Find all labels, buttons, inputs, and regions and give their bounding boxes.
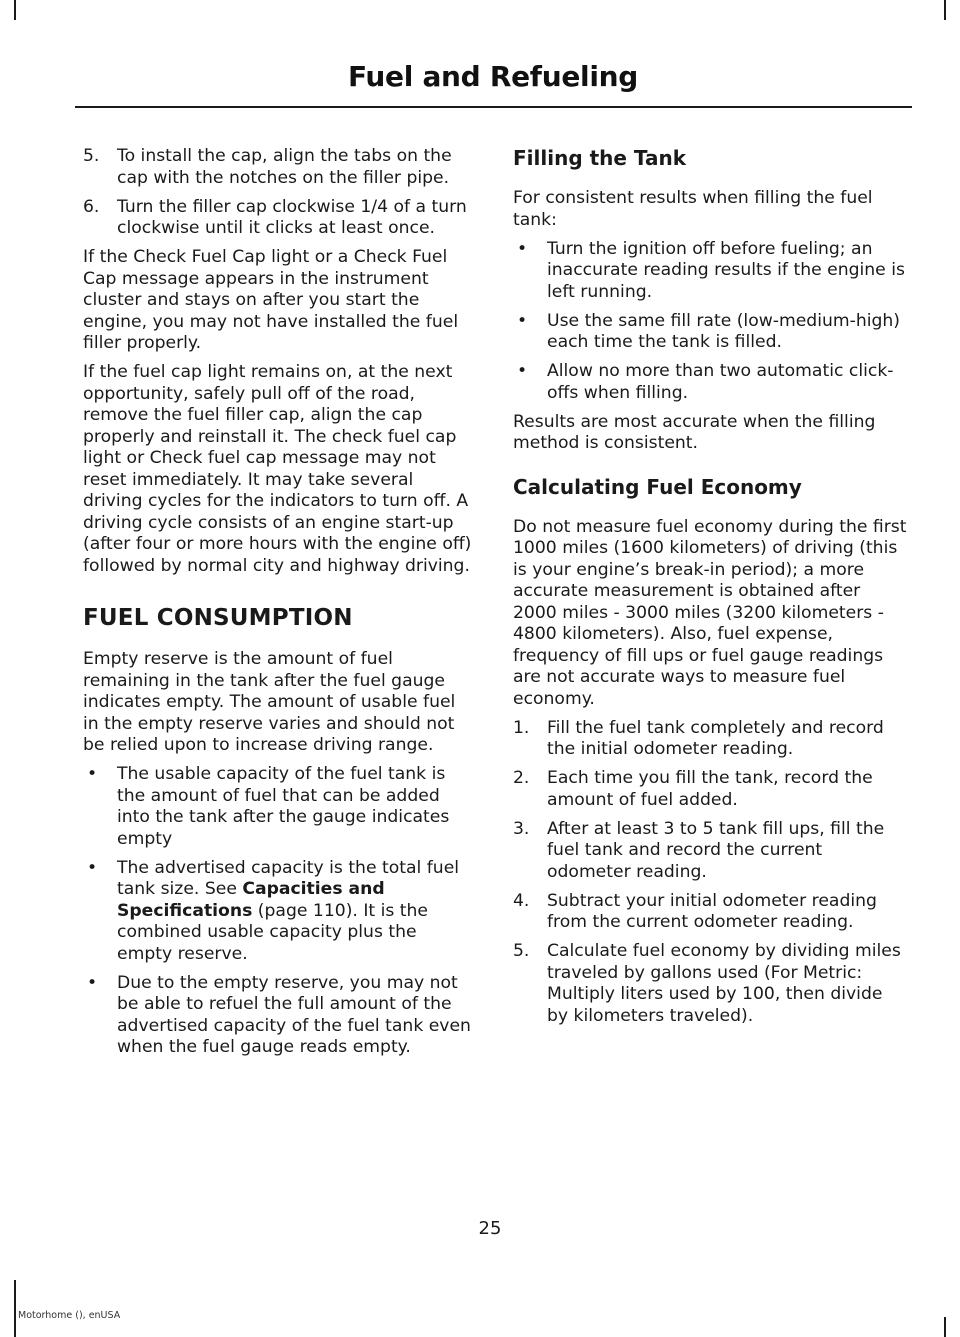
step-text: Turn the filler cap clockwise 1/4 of a turn clockwise until it clicks at least once. xyxy=(117,196,467,238)
page-reference: (page 110). xyxy=(252,900,364,921)
crop-mark-top-left xyxy=(14,0,16,20)
step-number: 3. xyxy=(513,818,530,839)
list-item xyxy=(513,941,907,1027)
paragraph-fuel-cap-light: If the fuel cap light remains on, at the next opportunity, safely pull off of the road, remove the fuel filler cap, align the cap properly and reinstall it. The check fuel cap light or Check fuel cap message may not reset immediately. It may take several driving cycles for the indicators to turn off. A driving cycle consists of an engine start-up (after four or more hours with the engine off) followed by normal city and highway driving. xyxy=(83,362,472,576)
step-text: Subtract your initial odometer reading from the current odometer reading. xyxy=(547,890,877,932)
bullet-icon: • xyxy=(517,238,528,259)
calc-steps xyxy=(513,718,907,1028)
step-number: 2. xyxy=(513,768,530,788)
bullet-icon: • xyxy=(87,857,98,878)
paragraph-filling-intro: For consistent results when filling the fuel tank: xyxy=(513,188,873,230)
step-text: After at least 3 to 5 tank fill ups, fill the fuel tank and record the current odometer reading. xyxy=(547,818,885,882)
list-item xyxy=(513,718,907,761)
paragraph-check-fuel-cap: If the Check Fuel Cap light or a Check Fuel Cap message appears in the instrument cluster and stays on after you start the engine, you may not have installed the fuel filler properly. xyxy=(83,247,459,353)
paragraph-empty-reserve: Empty reserve is the amount of fuel remaining in the tank after the fuel gauge indicates empty. The amount of usable fuel in the empty reserve varies and should not be relied upon to increase driving range. xyxy=(83,649,456,755)
bullet-text: Allow no more than two automatic click-offs when filling. xyxy=(547,361,894,403)
section-heading-fuel-consumption: FUEL CONSUMPTION xyxy=(83,605,353,631)
list-item xyxy=(83,858,475,966)
bullet-text-post: It is the combined usable capacity plus the empty reserve. xyxy=(117,900,428,964)
step-number: 6. xyxy=(83,196,100,217)
list-item xyxy=(83,973,475,1059)
step-number: 4. xyxy=(513,890,530,911)
list-item xyxy=(513,239,907,304)
paragraph-filling-outro: Results are most accurate when the filling method is consistent. xyxy=(513,411,876,453)
header-rule xyxy=(75,106,912,108)
bullet-text: Due to the empty reserve, you may not be able to refuel the full amount of the advertised capacity of the fuel tank even when the fuel gauge reads empty. xyxy=(117,972,471,1057)
crop-mark-top-right xyxy=(944,0,946,20)
list-item xyxy=(513,311,907,354)
bullet-icon: • xyxy=(87,764,98,784)
paragraph-calc-intro: Do not measure fuel economy during the first 1000 miles (1600 kilometers) of driving (this is your engine’s break-in period); a more accurate measurement is obtained after 2000 miles - 3000 miles (3200 kilometers - 4800 kilometers). Also, fuel expense, frequency of fill ups or fuel gauge readings are not accurate ways to measure fuel economy. xyxy=(513,516,907,709)
step-number: 1. xyxy=(513,717,530,738)
right-column xyxy=(513,146,907,1035)
subheading-filling-the-tank: Filling the Tank xyxy=(513,146,687,170)
bullet-icon: • xyxy=(517,310,528,331)
step-text: Each time you fill the tank, record the amount of fuel added. xyxy=(547,768,873,810)
step-text: Fill the fuel tank completely and record the initial odometer reading. xyxy=(547,717,884,759)
list-item xyxy=(513,891,907,934)
bullet-text: Turn the ignition off before fueling; an inaccurate reading results if the engine is left running. xyxy=(547,238,905,302)
list-item xyxy=(513,819,907,884)
step-number: 5. xyxy=(83,146,100,166)
bullet-text: The usable capacity of the fuel tank is the amount of fuel that can be added into the tank after the gauge indicates empty xyxy=(117,764,450,849)
step-text: Calculate fuel economy by dividing miles traveled by gallons used (For Metric: Multiply liters used by 100, then divide by kilometers traveled). xyxy=(547,941,901,1026)
capacities-specifications-link[interactable]: Capacities and Specifications xyxy=(117,879,385,921)
bullet-text: Use the same fill rate (low-medium-high) each time the tank is filled. xyxy=(547,310,900,352)
empty-reserve-bullets xyxy=(83,764,475,1059)
bullet-icon: • xyxy=(87,972,98,993)
footer-document-id: Motorhome (), enUSA xyxy=(18,1310,121,1321)
list-item xyxy=(83,764,475,850)
list-item xyxy=(83,197,475,240)
list-item xyxy=(513,361,907,404)
cap-install-steps xyxy=(83,146,475,240)
filling-bullets xyxy=(513,239,907,405)
bullet-icon: • xyxy=(517,361,528,381)
page-header-title: Fuel and Refueling xyxy=(347,60,638,93)
crop-mark-bottom-left xyxy=(14,1280,16,1337)
list-item xyxy=(83,146,475,189)
page-number: 25 xyxy=(478,1218,502,1239)
crop-mark-bottom-right xyxy=(944,1317,946,1337)
step-number: 5. xyxy=(513,941,530,961)
subheading-calculating-fuel-economy: Calculating Fuel Economy xyxy=(513,474,802,499)
bullet-text-pre: The advertised capacity is the total fuel tank size. See xyxy=(117,857,460,899)
left-column xyxy=(83,146,475,1066)
step-text: To install the cap, align the tabs on the cap with the notches on the filler pipe. xyxy=(117,146,452,188)
list-item xyxy=(513,768,907,811)
